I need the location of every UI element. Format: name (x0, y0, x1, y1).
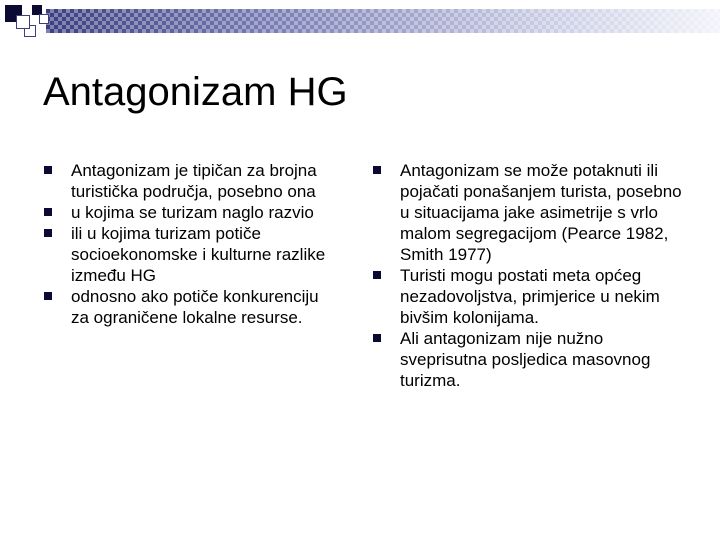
bullet-text: Ali antagonizam nije nužno sveprisutna posljedica masovnog turizma. (400, 329, 651, 390)
bullet-text: Antagonizam se može potaknuti ili pojačati ponašanjem turista, posebno u situacijama jake asimetrije s vrlo malom segregacijom (Pearce 1982, Smith 1977) (400, 161, 682, 264)
slide-title: Antagonizam HG (43, 70, 348, 114)
square-bullet-icon (44, 166, 52, 174)
right-bullet-list (373, 160, 688, 391)
list-item (373, 328, 688, 391)
left-bullet-list (44, 160, 334, 328)
list-item (373, 160, 688, 265)
decorative-square-icon (16, 15, 30, 29)
bullet-text: Antagonizam je tipičan za brojna turistička područja, posebno ona (71, 161, 317, 201)
bullet-text: Turisti mogu postati meta općeg nezadovoljstva, primjerice u nekim bivšim kolonijama. (400, 266, 660, 327)
square-bullet-icon (373, 271, 381, 279)
decorative-square-icon (39, 14, 49, 24)
list-item (44, 202, 334, 223)
square-bullet-icon (44, 229, 52, 237)
list-item (44, 286, 334, 328)
bullet-text: ili u kojima turizam potiče socioekonomske i kulturne razlike između HG (71, 224, 326, 285)
header-decoration (0, 0, 720, 60)
bullet-text: u kojima se turizam naglo razvio (71, 203, 314, 222)
list-item (44, 223, 334, 286)
header-band (46, 9, 720, 33)
square-bullet-icon (44, 208, 52, 216)
square-bullet-icon (44, 292, 52, 300)
list-item (373, 265, 688, 328)
list-item (44, 160, 334, 202)
square-bullet-icon (373, 334, 381, 342)
bullet-text: odnosno ako potiče konkurenciju za ograničene lokalne resurse. (71, 287, 319, 327)
square-bullet-icon (373, 166, 381, 174)
